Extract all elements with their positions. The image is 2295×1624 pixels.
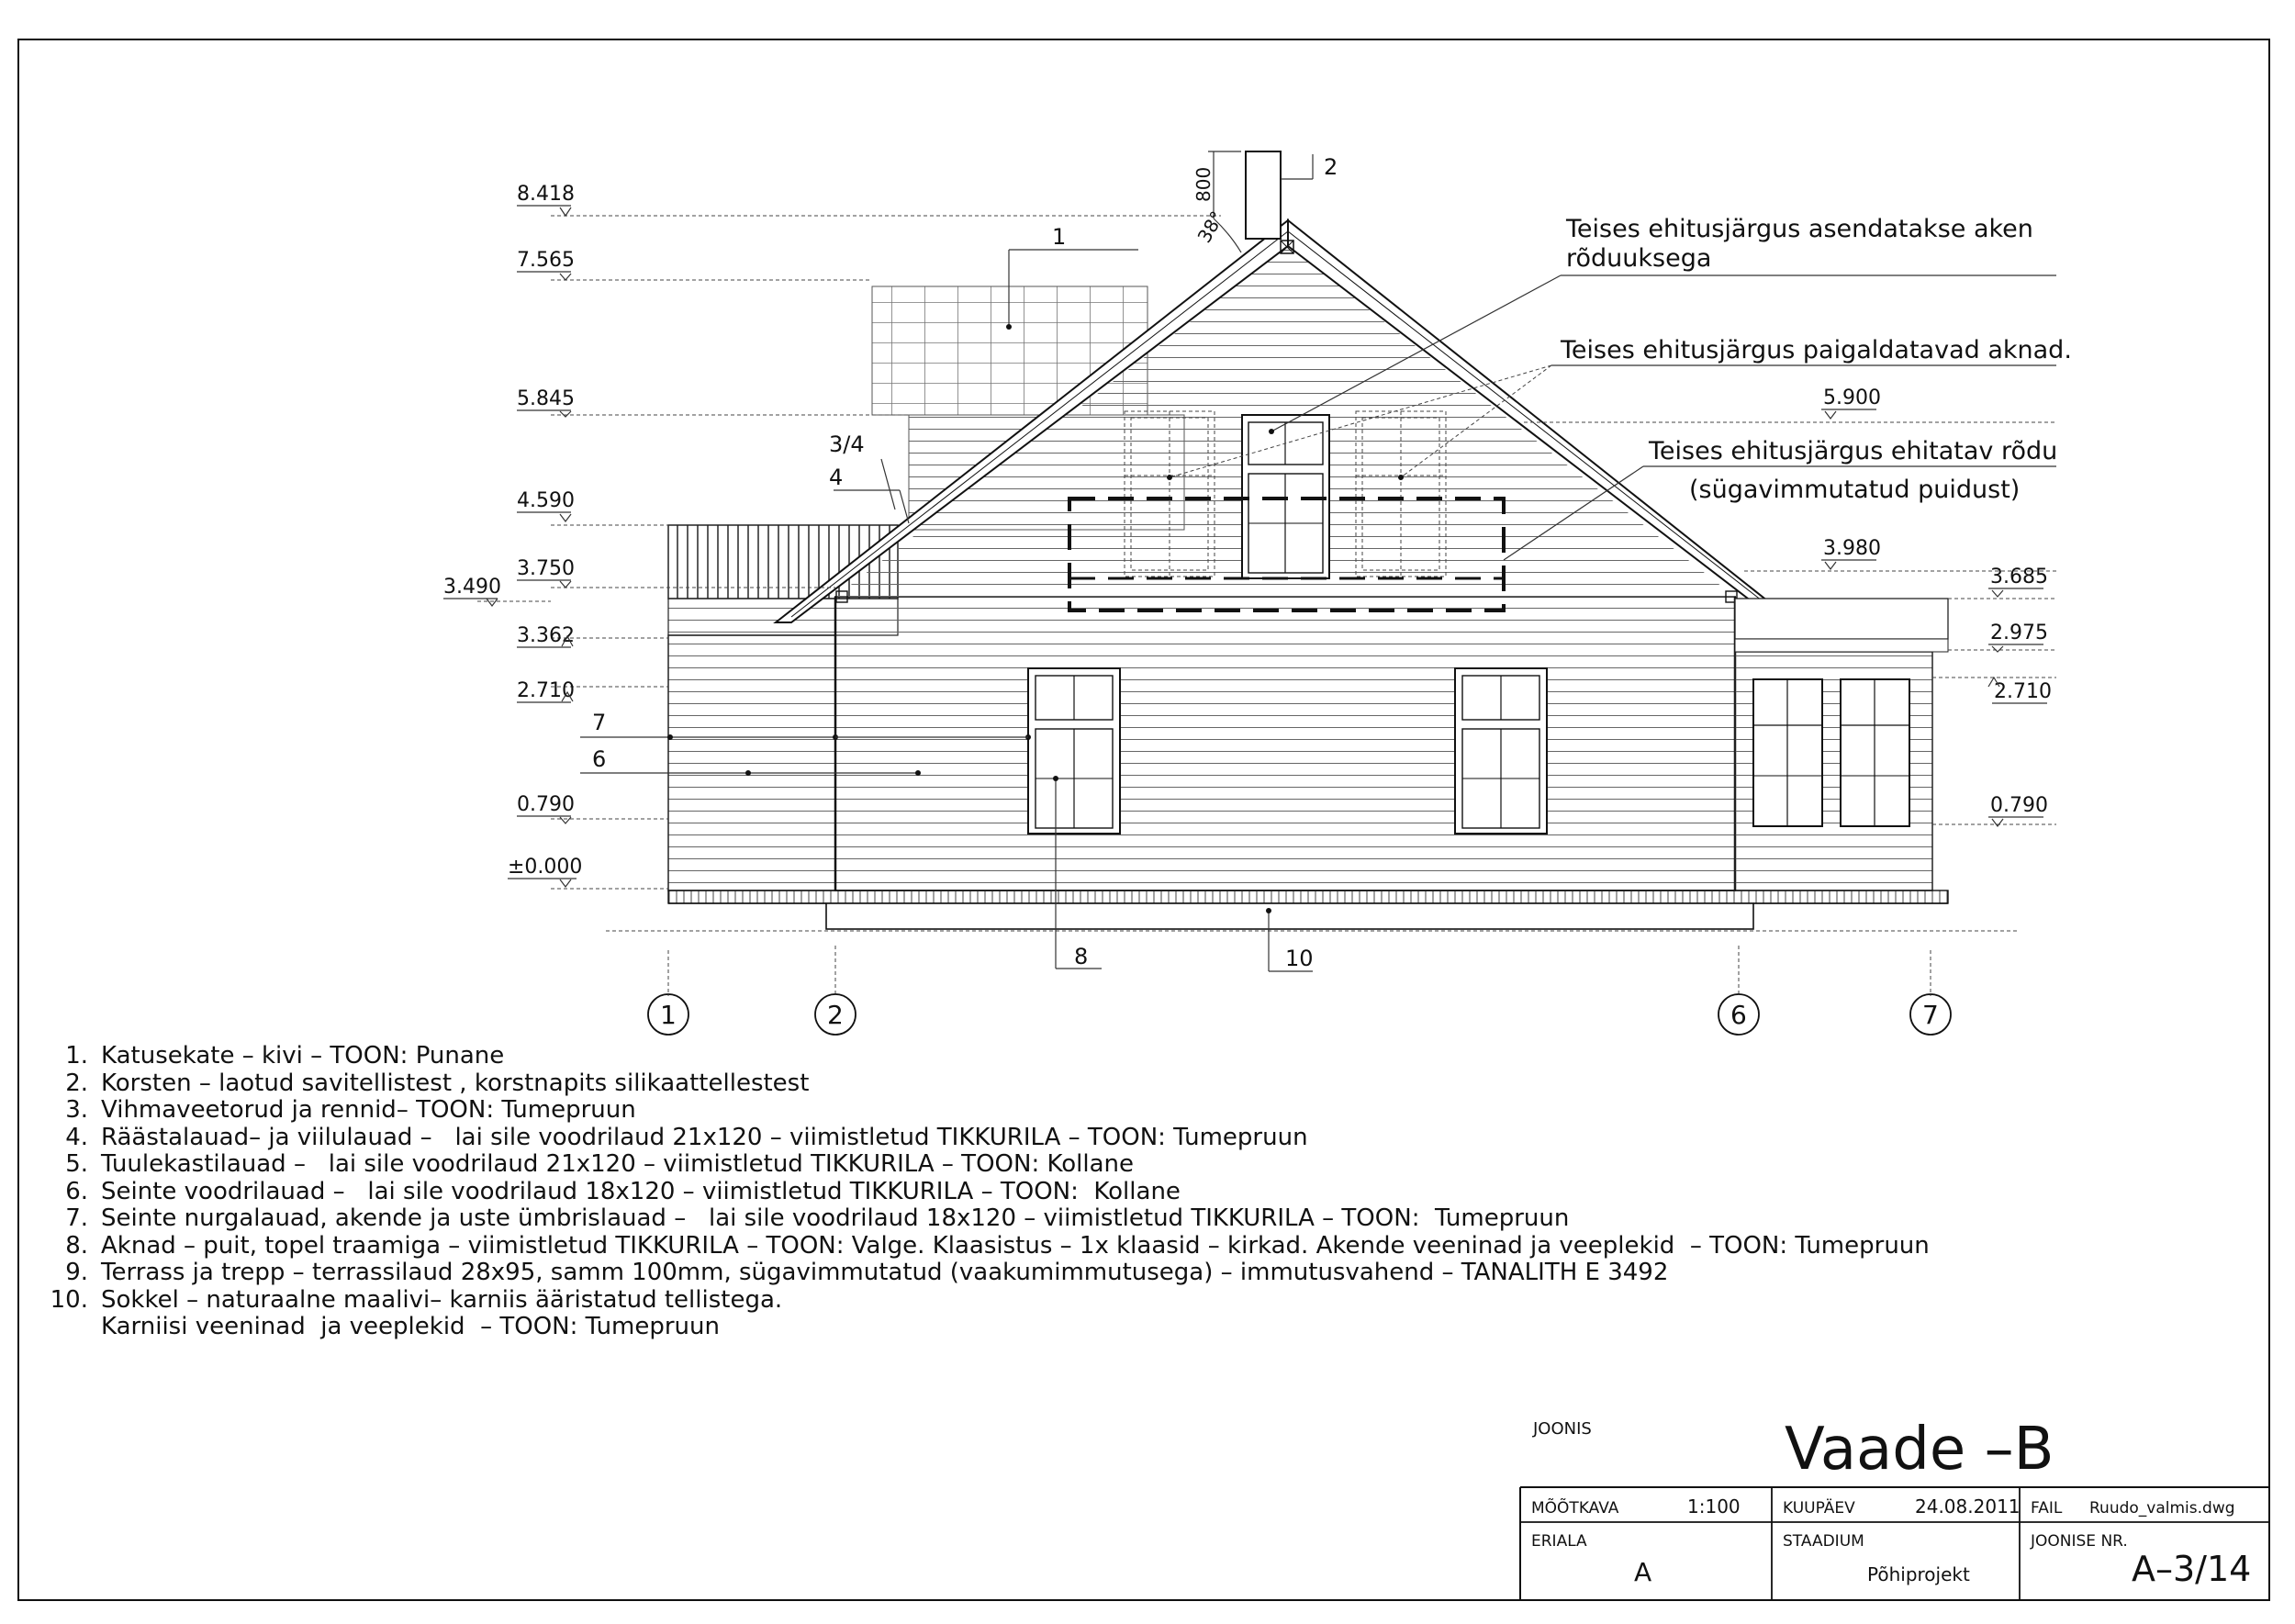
note-future-balcony: Teises ehitusjärgus ehitatav rõdu: [1649, 437, 2058, 465]
callout-3-4: 3/4: [829, 431, 865, 457]
mootkava-value: 1:100: [1687, 1495, 1741, 1518]
elev-3362: 3.362: [517, 624, 575, 647]
elev-7565: 7.565: [517, 249, 575, 272]
legend-item-number: 10.: [50, 1285, 88, 1314]
left-wing-wall: [668, 635, 835, 890]
staadium-label: STAADIUM: [1783, 1532, 1864, 1551]
legend-item: [37, 1205, 2148, 1233]
legend-item-number: 9.: [65, 1259, 88, 1286]
joonis-label: JOONIS: [1533, 1419, 1592, 1439]
legend-item-text: Sokkel – naturaalne maalivi– karniis ääristatud tellistega.: [101, 1285, 783, 1314]
legend-item-text: Katusekate – kivi – TOON: Punane: [101, 1042, 505, 1070]
elev-0000: ±0.000: [508, 856, 583, 879]
legend-item-text: Räästalauad– ja viilulauad – lai sile voodrilaud 21x120 – viimistletud TIKKURILA – TOON: Tumepruun: [101, 1123, 1308, 1151]
fail-value: Ruudo_valmis.dwg: [2089, 1499, 2235, 1518]
callout-1: 1: [1052, 224, 1067, 250]
legend-item-number: 6.: [65, 1177, 88, 1205]
elev-3490: 3.490: [443, 576, 501, 599]
legend-item-text: Seinte nurgalauad, akende ja uste ümbrislauad – lai sile voodrilaud 18x120 – viimistletud TIKKURILA – TOON: Tumepruun: [101, 1204, 1570, 1232]
chimney: [1246, 151, 1281, 239]
legend-item-text: Terrass ja trepp – terrassilaud 28x95, samm 100mm, sügavimmutatud (vaakumimmutusega) – immutusvahend – TANALITH E 3492: [101, 1259, 1669, 1286]
title-block: [1520, 1416, 2269, 1600]
eriala-value: A: [1634, 1557, 1652, 1587]
callout-4: 4: [829, 465, 844, 490]
roof-angle-label: 38°: [1192, 207, 1229, 247]
kuupaev-label: KUUPÄEV: [1783, 1499, 1855, 1518]
wing-window-1: [1753, 679, 1822, 826]
legend-item-number: 7.: [65, 1204, 88, 1232]
elev-4590: 4.590: [517, 489, 575, 512]
note-future-balcony-2: (sügavimmutatud puidust): [1689, 476, 2021, 504]
legend-item-number: [37, 1314, 101, 1341]
note-window-to-door: Teises ehitusjärgus asendatakse aken: [1566, 215, 2033, 243]
joonise-nr-label: JOONISE NR.: [2031, 1532, 2128, 1551]
legend-item: [37, 1125, 2148, 1152]
elev-2975: 2.975: [1990, 622, 2048, 644]
axis-6: 6: [1730, 1000, 1747, 1030]
main-window-left: [1028, 668, 1120, 834]
legend-item-text: Karniisi veeninad ja veeplekid – TOON: Tumepruun: [101, 1313, 720, 1340]
legend-item-number: 3.: [65, 1096, 88, 1124]
legend-list: [37, 1043, 2148, 1341]
elev-5845: 5.845: [517, 387, 575, 410]
legend-item-number: 1.: [65, 1042, 88, 1070]
callout-2: 2: [1324, 154, 1338, 180]
legend-item: [37, 1287, 2148, 1315]
elev-2710: 2.710: [517, 679, 575, 702]
legend-item-text: Vihmaveetorud ja rennid– TOON: Tumepruun: [101, 1096, 636, 1124]
legend-item: [37, 1070, 2148, 1098]
wing-window-2: [1841, 679, 1909, 826]
axis-7: 7: [1922, 1000, 1939, 1030]
joonise-nr-value: A–3/14: [2132, 1549, 2252, 1589]
legend-item: [37, 1179, 2148, 1206]
right-wing-parapet: [1735, 599, 1948, 639]
legend-item-text: Tuulekastilauad – lai sile voodrilaud 21x120 – viimistletud TIKKURILA – TOON: Kollane: [101, 1150, 1134, 1178]
eriala-label: ERIALA: [1531, 1532, 1587, 1551]
legend-item: [37, 1043, 2148, 1070]
callout-10: 10: [1285, 946, 1314, 971]
plinth: [668, 890, 1948, 903]
fail-label: FAIL: [2031, 1499, 2063, 1518]
mootkava-label: MÕÕTKAVA: [1531, 1499, 1619, 1518]
legend-item-number: 5.: [65, 1150, 88, 1178]
note-window-to-door-2: rõduuksega: [1566, 244, 1712, 273]
elev-0790: 0.790: [517, 793, 575, 816]
legend-item-number: 2.: [65, 1069, 88, 1097]
elev-2710-right: 2.710: [1994, 680, 2052, 703]
callout-6: 6: [592, 746, 607, 772]
main-wall: [835, 597, 1735, 890]
legend-item-number: 4.: [65, 1123, 88, 1151]
legend-item: [37, 1151, 2148, 1179]
note-future-windows: Teises ehitusjärgus paigaldatavad aknad.: [1561, 336, 2072, 364]
legend-item-text: Seinte voodrilauad – lai sile voodrilaud 18x120 – viimistletud TIKKURILA – TOON: Kollane: [101, 1177, 1181, 1205]
chimney-dimension: [1192, 151, 1241, 252]
elev-3750: 3.750: [517, 557, 575, 580]
elev-3980: 3.980: [1823, 537, 1881, 560]
svg-text:800: 800: [1192, 166, 1215, 202]
elevation-labels-left: [443, 183, 582, 887]
building-elevation: [606, 151, 2020, 931]
callout-8: 8: [1074, 944, 1089, 969]
callout-7: 7: [592, 710, 607, 735]
legend-item-text: Aknad – puit, topel traamiga – viimistletud TIKKURILA – TOON: Valge. Klaasistus – 1x klaasid – kirkad. Akende veeninad ja veeplekid – TOON: Tumepruun: [101, 1231, 1930, 1260]
elev-3685: 3.685: [1990, 566, 2048, 588]
main-window-right: [1455, 668, 1547, 834]
elev-0790-right: 0.790: [1990, 794, 2048, 817]
legend-item: [37, 1097, 2148, 1125]
legend-item: [37, 1314, 2148, 1341]
legend-item: [37, 1233, 2148, 1260]
axis-1: 1: [660, 1000, 677, 1030]
legend-item: [37, 1260, 2148, 1287]
legend-item-text: Korsten – laotud savitellistest , korstnapits silikaattellestest: [101, 1069, 810, 1097]
elev-8418: 8.418: [517, 183, 575, 206]
drawing-title: Vaade –B: [1785, 1416, 2054, 1484]
axis-2: 2: [827, 1000, 844, 1030]
kuupaev-value: 24.08.2011: [1915, 1495, 2021, 1518]
staadium-value: Põhiprojekt: [1867, 1563, 1970, 1585]
elev-5900: 5.900: [1823, 386, 1881, 409]
legend-item-number: 8.: [65, 1231, 88, 1260]
